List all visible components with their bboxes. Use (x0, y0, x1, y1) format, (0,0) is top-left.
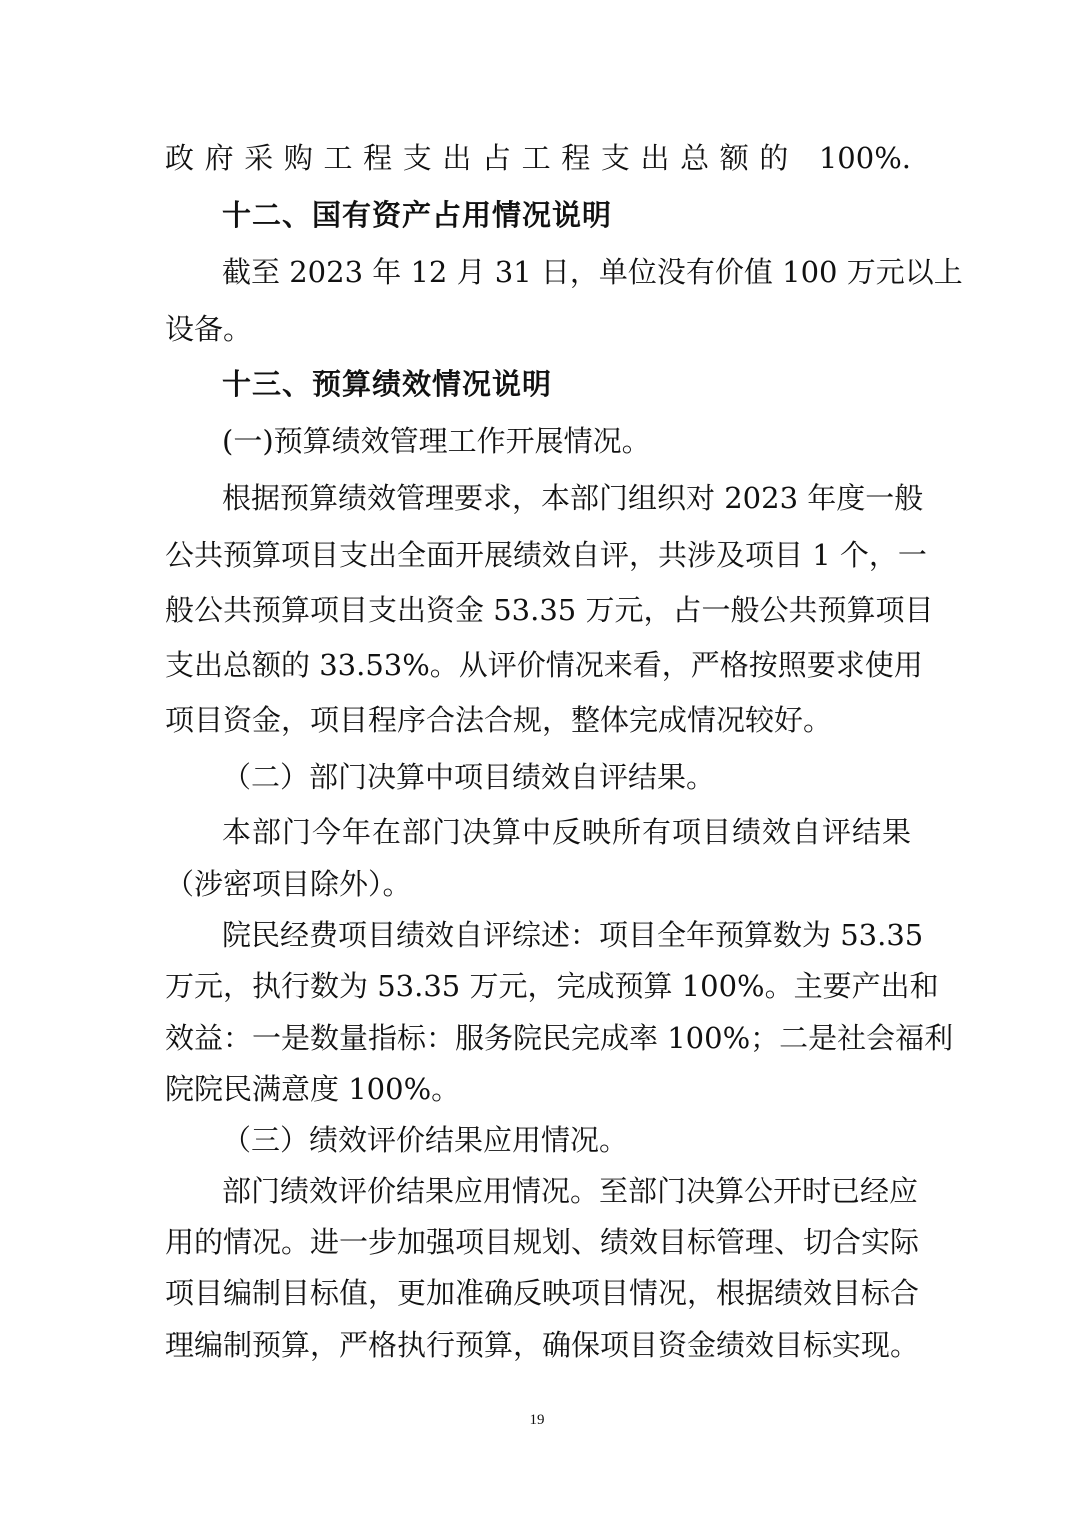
page-number: 19 (529, 1412, 545, 1428)
